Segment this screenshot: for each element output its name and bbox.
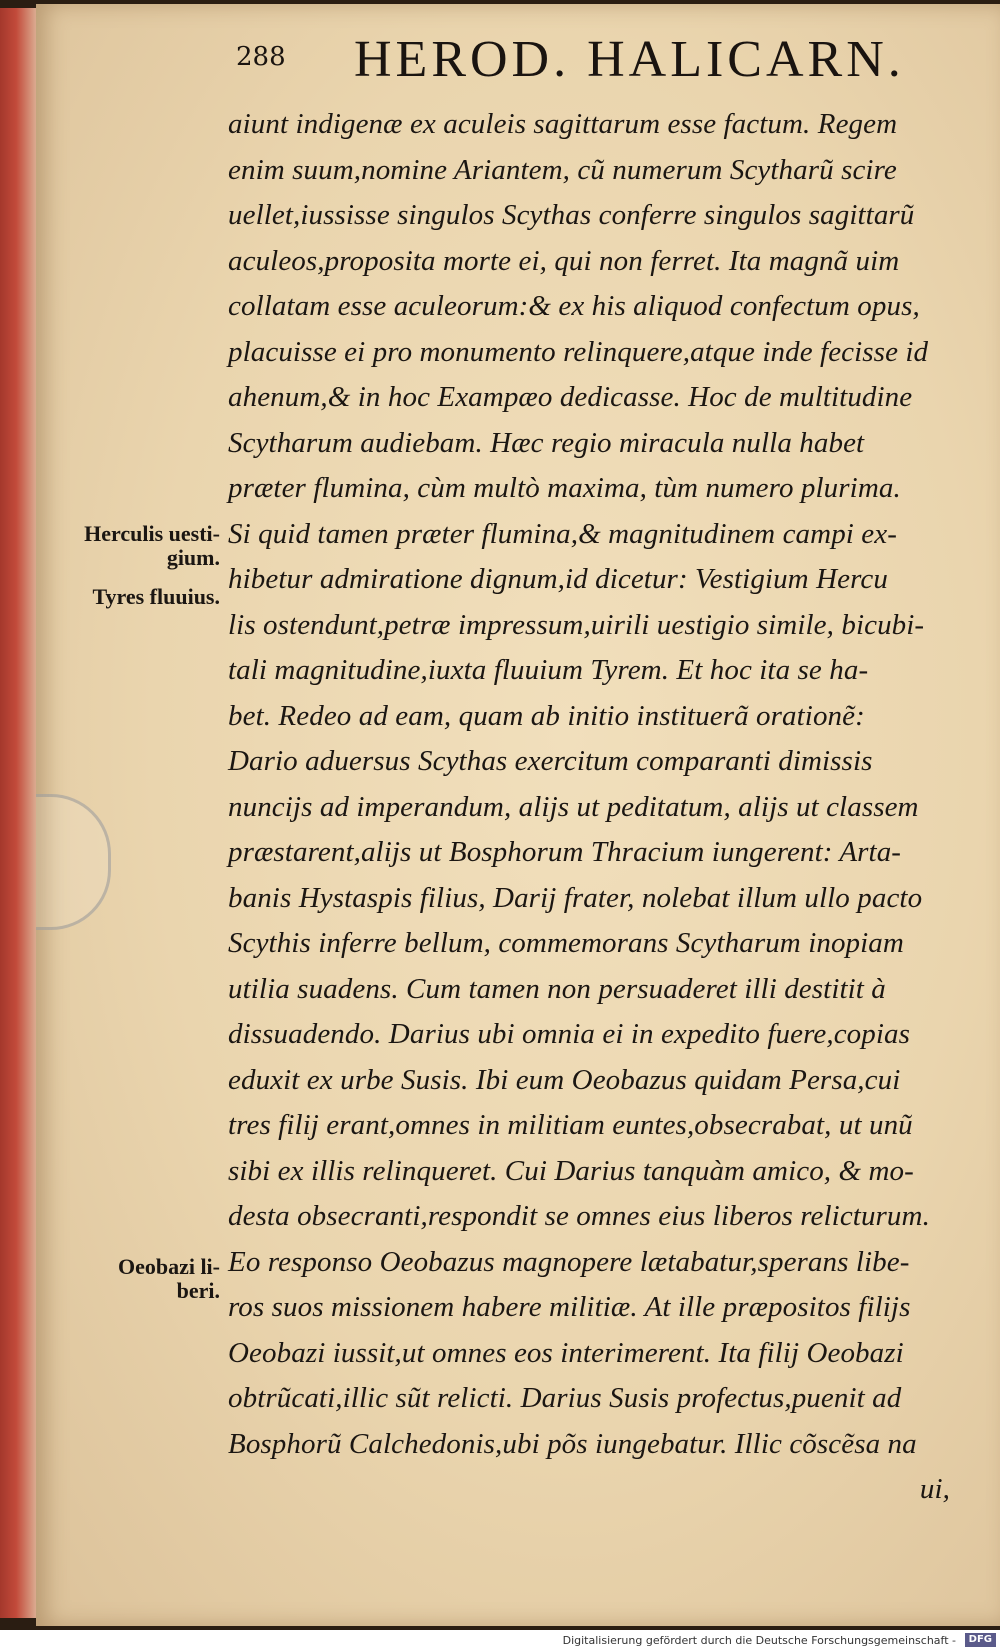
text-line: hibetur admiratione dignum,id dicetur: Vestigium Hercu xyxy=(228,563,888,595)
text-line: lis ostendunt,petræ impressum,uirili uestigio simile, bicubi- xyxy=(228,608,925,641)
text-line: banis Hystaspis filius, Darij frater, nolebat illum ullo pacto xyxy=(228,881,923,914)
text-line: uellet,iussisse singulos Scythas conferre singulos sagittarũ xyxy=(228,199,915,231)
text-line: bet. Redeo ad eam, quam ab initio instituerã orationẽ: xyxy=(228,699,865,732)
text-line: Dario aduersus Scythas exercitum comparanti dimissis xyxy=(228,745,873,777)
text-line: aiunt indigenæ ex aculeis sagittarum esse factum. Regem xyxy=(228,108,898,140)
text-line: placuisse ei pro monumento relinquere,atque inde fecisse id xyxy=(228,335,929,368)
page-clip xyxy=(36,794,111,930)
margin-note-herculis: Herculis uesti- gium. xyxy=(84,521,220,570)
page-header xyxy=(236,30,936,90)
text-line: Eo responso Oeobazus magnopere lætabatur,sperans libe- xyxy=(228,1245,910,1278)
dfg-logo: DFG xyxy=(965,1633,996,1647)
text-line: nuncijs ad imperandum, alijs ut peditatum, alijs ut classem xyxy=(228,790,919,823)
text-line: desta obsecranti,respondit se omnes eius liberos relicturum. xyxy=(228,1200,930,1232)
text-line: Scytharum audiebam. Hæc regio miracula nulla habet xyxy=(228,426,865,459)
text-line: utilia suadens. Cum tamen non persuaderet illi destitit à xyxy=(228,972,886,1005)
text-line: Scythis inferre bellum, commemorans Scytharum inopiam xyxy=(228,927,904,959)
text-line: dissuadendo. Darius ubi omnia ei in expedito fuere,copias xyxy=(228,1018,911,1050)
text-line: Si quid tamen præter flumina,& magnitudinem campi ex- xyxy=(228,517,898,550)
page-number: 288 xyxy=(236,42,286,72)
text-line: collatam esse aculeorum:& ex his aliquod confectum opus, xyxy=(228,290,920,322)
text-line: eduxit ex urbe Susis. Ibi eum Oeobazus quidam Persa,cui xyxy=(228,1063,901,1096)
text-line: Oeobazi iussit,ut omnes eos interimerent. Ita filij Oeobazi xyxy=(228,1336,904,1369)
text-line: sibi ex illis relinqueret. Cui Darius tanquàm amico, & mo- xyxy=(228,1154,914,1187)
funding-credit: Digitalisierung gefördert durch die Deutsche Forschungsgemeinschaft - xyxy=(562,1634,956,1647)
text-line: ros suos missionem habere militiæ. At ille præpositos filijs xyxy=(228,1291,911,1323)
text-line: tres filij erant,omnes in militiam euntes,obsecrabat, ut unũ xyxy=(228,1109,913,1141)
text-line: obtrũcati,illic sũt relicti. Darius Susis profectus,puenit ad xyxy=(228,1382,902,1414)
text-line: tali magnitudine,iuxta fluuium Tyrem. Et hoc ita se ha- xyxy=(228,654,869,686)
body-text xyxy=(228,102,970,1513)
text-line: aculeos,proposita morte ei, qui non ferret. Ita magnã uim xyxy=(228,244,900,277)
text-line: ahenum,& in hoc Exampæo dedicasse. Hoc de multitudine xyxy=(228,381,913,413)
text-line: Bosphorũ Calchedonis,ubi põs iungebatur. Illic cõscẽsa na xyxy=(228,1427,917,1460)
catchword: ui, xyxy=(919,1473,950,1505)
text-line: præstarent,alijs ut Bosphorum Thracium iungerent: Arta- xyxy=(228,836,902,868)
footer-bar xyxy=(0,1630,1000,1651)
text-line: præter flumina, cùm multò maxima, tùm numero plurima. xyxy=(228,472,901,504)
margin-note-tyres: Tyres fluuius. xyxy=(92,584,220,609)
running-title: HEROD. HALICARN. xyxy=(354,31,905,88)
text-line: enim suum,nomine Ariantem, cũ numerum Scytharũ scire xyxy=(228,153,897,186)
margin-note-oeobazi: Oeobazi li- beri. xyxy=(117,1254,220,1303)
